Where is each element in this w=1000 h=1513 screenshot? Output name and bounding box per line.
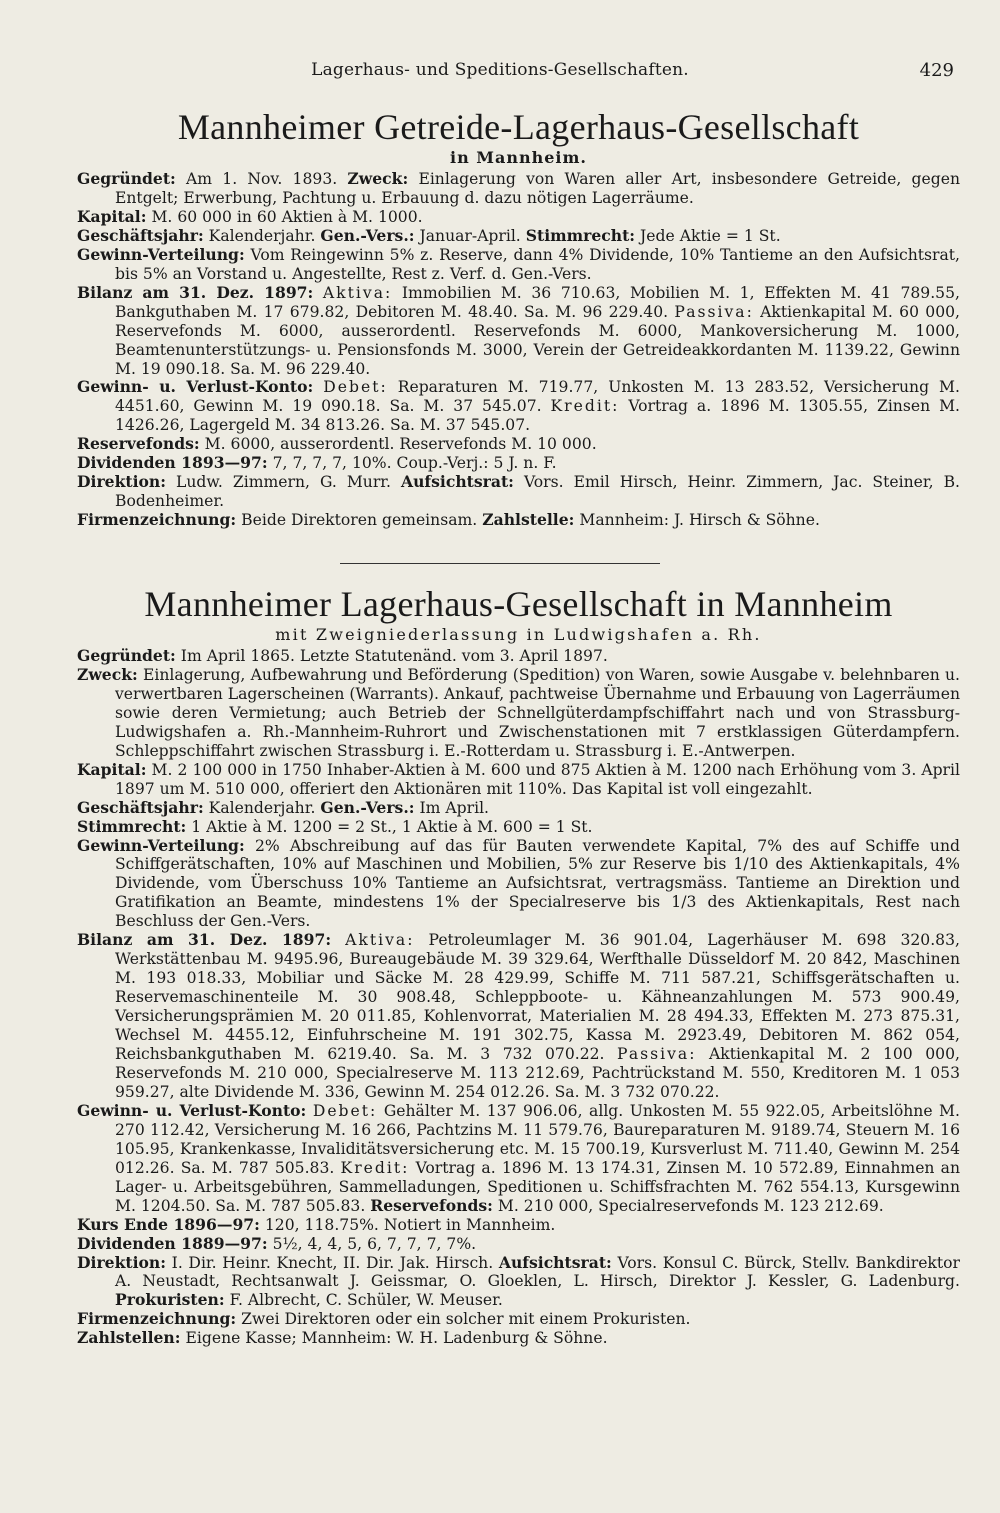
company-2-zahlstellen: Zahlstellen: Eigene Kasse; Mannheim: W. H. Ladenburg & Söhne. <box>77 1328 608 1348</box>
company-2-gegruendet: Gegründet: Im April 1865. Letzte Statutenänd. vom 3. April 1897. <box>77 646 608 665</box>
company-2-stimmrecht: Stimmrecht: 1 Aktie à M. 1200 = 2 St., 1 Aktie à M. 600 = 1 St. <box>77 816 593 836</box>
running-head <box>0 60 1000 84</box>
company-entry-1 <box>77 106 960 530</box>
company-1-kapital: Kapital: M. 60 000 in 60 Aktien à M. 1000. <box>77 206 423 226</box>
company-2-zweck: Zweck: Einlagerung, Aufbewahrung und Beförderung (Spedition) von Waren, sowie Ausgabe v. belehnbaren u. verwertbaren Lagerscheinen (Warrants). Ankauf, pachtweise Übernahme und Erbauung von Lagerräumen sowie deren Vermietung; auch Betrieb der Schnellgüterdampfschiffahrt nach und von Strassburg-Ludwigshafen a. Rh.-Mannheim-Ruhrort und Zwischenstationen mit 7 erstklassigen Güterdampfern. Schleppschiffahrt zwischen Strassburg i. E.-Rotterdam u. Strassburg i. E.-Antwerpen. <box>77 664 960 760</box>
company-entry-2 <box>77 583 960 1348</box>
company-2-kurs: Kurs Ende 1896—97: 120, 118.75%. Notiert in Mannheim. <box>77 1214 556 1234</box>
company-2-subtitle: mit Zweigniederlassung in Ludwigshafen a. Rh. <box>275 625 762 644</box>
company-2-gewinn-verlust: Gewinn- u. Verlust-Konto: Debet: Gehälter M. 137 906.06, allg. Unkosten M. 55 922.05, Arbeitslöhne M. 270 112.42, Versicherung M. 16 266, Pachtzins M. 11 579.76, Baureparaturen M. 9189.74, Steuern M. 16 105.95, Krankenkasse, Invaliditätsversicherung etc. M. 15 700.19, Kursverlust M. 711.40, Gewinn M. 254 012.26. Sa. M. 787 505.83. Kredit: Vortrag a. 1896 M. 13 174.31, Zinsen M. 10 572.89, Einnahmen an Lager- u. Arbeitsgebühren, Sammelladungen, Speditionen u. Schiffsfrachten M. 762 554.13, Kursgewinn M. 1204.50. Sa. M. 787 505.83. Reservefonds: M. 210 000, Specialreservefonds M. 123 212.69. <box>77 1100 960 1215</box>
page-number: 429 <box>919 60 954 81</box>
company-1-bilanz: Bilanz am 31. Dez. 1897: Aktiva: Immobilien M. 36 710.63, Mobilien M. 1, Effekten M. 41 789.55, Bankguthaben M. 17 679.82, Debitoren M. 48.40. Sa. M. 96 229.40. Passiva: Aktienkapital M. 60 000, Reservefonds M. 6000, ausserordentl. Reservefonds M. 6000, Mankoversicherung M. 1000, Beamtenunterstützungs- u. Pensionsfonds M. 3000, Verein der Getreideakkordanten M. 1139.22, Gewinn M. 19 090.18. Sa. M. 96 229.40. <box>77 282 961 378</box>
section-divider <box>340 563 660 564</box>
company-2-title: Mannheimer Lagerhaus-Gesellschaft in Mannheim <box>144 584 893 624</box>
company-2-kapital: Kapital: M. 2 100 000 in 1750 Inhaber-Aktien à M. 600 und 875 Aktien à M. 1200 nach Erhöhung vom 3. April 1897 um M. 510 000, offeriert den Aktionären mit 110%. Das Kapital ist voll eingezahlt. <box>77 759 960 798</box>
company-2-geschaeftsjahr: Geschäftsjahr: Kalenderjahr. Gen.-Vers.: Im April. <box>77 797 490 817</box>
company-2-direktion: Direktion: I. Dir. Heinr. Knecht, II. Dir. Jak. Hirsch. Aufsichtsrat: Vors. Konsul C. Bürck, Stellv. Bankdirektor A. Neustadt, Rechtsanwalt J. Geissmar, O. Gloeklen, L. Hirsch, Direktor J. Kessler, G. Ladenburg. Prokuristen: F. Albrecht, C. Schüler, W. Meuser. <box>77 1252 960 1310</box>
company-1-dividenden: Dividenden 1893—97: 7, 7, 7, 7, 10%. Coup.-Verj.: 5 J. n. F. <box>77 453 557 473</box>
company-1-direktion: Direktion: Ludw. Zimmern, G. Murr. Aufsichtsrat: Vors. Emil Hirsch, Heinr. Zimmern, Jac. Steiner, B. Bodenheimer. <box>77 472 960 511</box>
company-1-title: Mannheimer Getreide-Lagerhaus-Gesellschaft <box>177 107 860 147</box>
company-1-location: in Mannheim. <box>449 148 587 167</box>
company-1-gegruendet: Gegründet: Am 1. Nov. 1893. Zweck: Einlagerung von Waren aller Art, insbesondere Getreide, gegen Entgelt; Erwerbung, Pachtung u. Erbauung d. dazu nötigen Lagerräume. <box>77 169 960 207</box>
company-1-gewinn-verteilung: Gewinn-Verteilung: Vom Reingewinn 5% z. Reserve, dann 4% Dividende, 10% Tantieme an den Aufsichtsrat, bis 5% an Vorstand u. Angestellte, Rest z. Verf. d. Gen.-Vers. <box>77 244 960 283</box>
company-2-gewinn-verteilung: Gewinn-Verteilung: 2% Abschreibung auf das für Bauten verwendete Kapital, 7% des auf Schiffe und Schiffgerätschaften, 10% auf Maschinen und Mobilien, 5% zur Reserve bis 1/10 des Aktienkapitals, 4% Dividende, vom Überschuss 10% Tantieme an Aufsichtsrat, vertragsmäss. Tantieme an Direktion und Gratifikation an Beamte, mindestens 1% der Specialreserve bis 1/3 des Aktienkapitals, Rest nach Beschluss der Gen.-Vers. <box>77 835 960 931</box>
company-1-firmenzeichnung: Firmenzeichnung: Beide Direktoren gemeinsam. Zahlstelle: Mannheim: J. Hirsch & Söhne. <box>77 510 820 530</box>
company-2-firmenzeichnung: Firmenzeichnung: Zwei Direktoren oder ein solcher mit einem Prokuristen. <box>77 1309 691 1329</box>
company-1-reservefonds: Reservefonds: M. 6000, ausserordentl. Reservefonds M. 10 000. <box>77 434 597 454</box>
company-1-gewinn-verlust: Gewinn- u. Verlust-Konto: Debet: Reparaturen M. 719.77, Unkosten M. 13 283.52, Versicherung M. 4451.60, Gewinn M. 19 090.18. Sa. M. 37 545.07. Kredit: Vortrag a. 1896 M. 1305.55, Zinsen M. 1426.26, Lagergeld M. 34 813.26. Sa. M. 37 545.07. <box>77 377 960 435</box>
company-1-geschaeftsjahr: Geschäftsjahr: Kalenderjahr. Gen.-Vers.: Januar-April. Stimmrecht: Jede Aktie = 1 St. <box>77 225 781 245</box>
company-2-bilanz: Bilanz am 31. Dez. 1897: Aktiva: Petroleumlager M. 36 901.04, Lagerhäuser M. 698 320.83, Werkstättenbau M. 9495.96, Bureaugebäude M. 39 329.64, Werfthalle Düsseldorf M. 20 842, Maschinen M. 193 018.33, Mobiliar und Säcke M. 28 429.99, Schiffe M. 711 587.21, Schiffsgerätschaften u. Reservemaschinenteile M. 30 908.48, Schleppboote- u. Kähneanzahlungen M. 573 900.49, Versicherungsprämien M. 20 011.85, Kohlenvorrat, Materialien M. 28 494.33, Effekten M. 273 875.31, Wechsel M. 4455.12, Einfuhrscheine M. 191 302.75, Kassa M. 2923.49, Debitoren M. 862 054, Reichsbankguthaben M. 6219.40. Sa. M. 3 732 070.22. Passiva: Aktienkapital M. 2 100 000, Reservefonds M. 210 000, Specialreserve M. 113 212.69, Pachtrückstand M. 550, Kreditoren M. 1 053 959.27, alte Dividende M. 336, Gewinn M. 254 012.26. Sa. M. 3 732 070.22. <box>77 930 960 1101</box>
running-head-title: Lagerhaus- und Speditions-Gesellschaften. <box>311 60 689 80</box>
company-2-dividenden: Dividenden 1889—97: 5½, 4, 4, 5, 6, 7, 7, 7, 7%. <box>77 1233 477 1253</box>
